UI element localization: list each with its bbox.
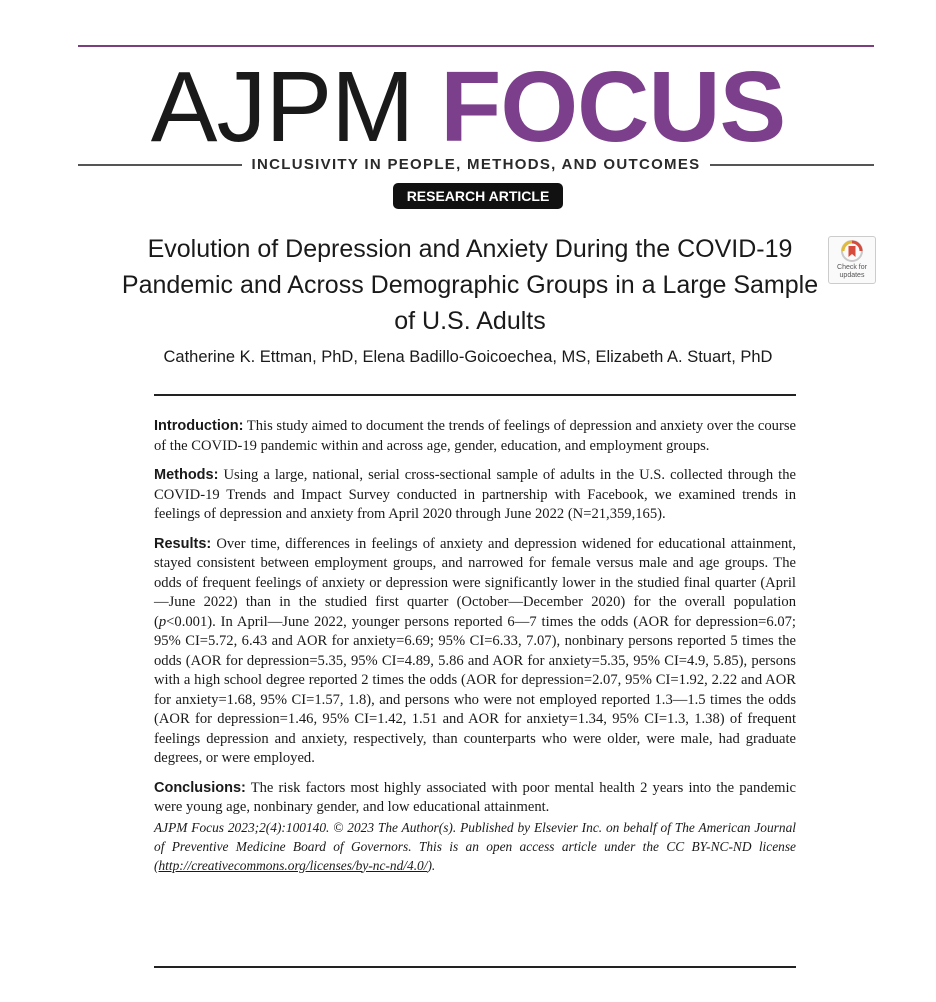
tagline-rule-right [710,164,874,166]
check-updates-line1: Check for [837,264,867,271]
article-title: Evolution of Depression and Anxiety During the COVID-19 Pandemic and Across Demographic Groups in a Large Sample of U.S. Adults [121,235,819,335]
methods-label: Methods: [154,467,219,483]
logo-focus: FOCUS [440,51,786,163]
check-for-updates-button[interactable] [828,236,876,284]
tagline-rule-left [78,164,242,166]
introduction-text: This study aimed to document the trends of feelings of depression and anxiety over the course of the COVID-19 pandemic within and across age, gender, education, and employment groups. [154,418,796,454]
methods-text: Using a large, national, serial cross-sectional sample of adults in the U.S. collected through the COVID-19 Trends and Impact Survey conducted in partnership with Facebook, we examined trends in feelings of depression and anxiety from April 2020 through June 2022 (N=21,359,165). [154,467,796,522]
journal-logo [0,52,936,162]
author-list: Catherine K. Ettman, PhD, Elena Badillo-Goicoechea, MS, Elizabeth A. Stuart, PhD [163,348,773,366]
article-type-badge: RESEARCH ARTICLE [393,183,563,209]
introduction-label: Introduction: [154,418,244,434]
conclusions-text: The risk factors most highly associated with poor mental health 2 years into the pandemic were young age, nonbinary gender, and low educational attainment. [154,779,796,815]
abstract-methods [154,466,796,525]
abstract-bottom-rule [154,966,796,968]
license-link[interactable]: http://creativecommons.org/licenses/by-nc-nd/4.0/ [158,857,428,873]
citation-end: ). [427,857,436,873]
abstract-top-rule [154,394,796,396]
check-updates-line2: updates [839,272,865,279]
results-text-b: <0.001). In April—June 2022, younger persons reported 6—7 times the odds (AOR for depression=6.07; 95% CI=5.72, 6.43 and AOR for anxiety=6.69; 95% CI=6.33, 7.07), nonbinary persons reported 5 times the odds (AOR for depression=5.35, 95% CI=4.89, 5.86 and AOR for anxiety=5.35, 95% CI=4.9, 5.85), persons with a high school degree reported 2 times the odds (AOR for depression=2.07, 95% CI=1.92, 2.22 and AOR for anxiety=1.68, 95% CI=1.57, 1.8), and persons who were not employed reported 1.3—1.5 times the odds (AOR for depression=1.46, 95% CI=1.42, 1.51 and AOR for anxiety=1.34, 95% CI=1.3, 1.38) of frequent feelings depression and anxiety, respectively, than counterparts who were older, were male, had graduate degrees, or were employed. [154,613,796,766]
abstract-introduction [154,417,796,456]
crossmark-icon [841,240,863,264]
results-text-a: Over time, differences in feelings of anxiety and depression widened for educational attainment, stayed consistent between employment groups, and narrowed for female versus male and age groups. The odds of frequent feelings of anxiety or depression were significantly lower in the studied final quarter (April—June 2022) than in the studied first quarter (October—December 2020) for the overall population ( [154,535,796,630]
top-rule [78,45,874,47]
citation-text: AJPM Focus 2023;2(4):100140. © 2023 The Author(s). Published by Elsevier Inc. on behalf of The American Journal of Preventive Medicine Board of Governors. This is an open access article under the CC BY-NC-ND license ( [154,819,796,873]
citation [154,818,796,875]
tagline-row [78,156,874,173]
results-p-value-symbol: p [158,613,167,630]
abstract-conclusions [154,779,796,818]
journal-tagline: INCLUSIVITY IN PEOPLE, METHODS, AND OUTCOMES [251,156,701,173]
abstract-results [154,535,796,769]
results-label: Results: [154,535,212,552]
logo-ajpm: AJPM [150,51,414,163]
abstract [154,417,796,875]
conclusions-label: Conclusions: [154,779,246,796]
